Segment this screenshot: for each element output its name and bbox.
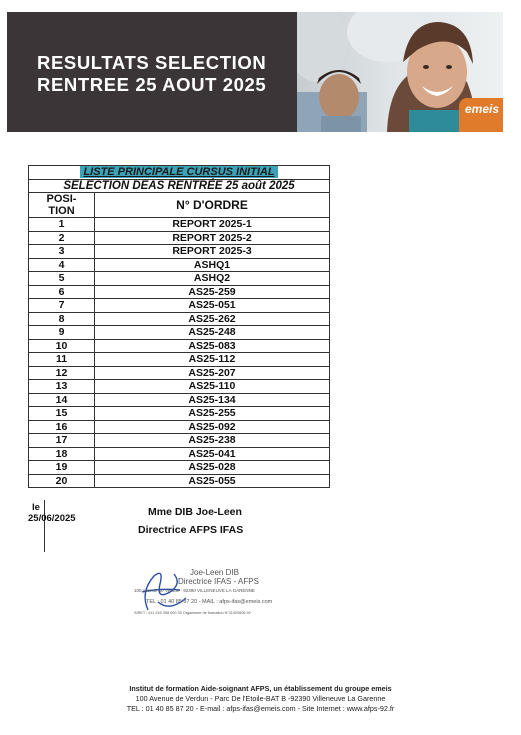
ordre-cell: AS25-134 [95, 393, 330, 407]
position-cell: 1 [29, 218, 95, 232]
position-cell: 18 [29, 447, 95, 461]
position-cell: 16 [29, 420, 95, 434]
position-header-line-1: POSI- [46, 193, 77, 205]
ordre-cell: AS25-262 [95, 312, 330, 326]
position-cell: 17 [29, 434, 95, 448]
table-row [29, 393, 330, 407]
date-block [28, 502, 76, 524]
position-cell: 13 [29, 380, 95, 394]
table-row [29, 218, 330, 232]
ordre-cell: AS25-041 [95, 447, 330, 461]
table-row [29, 366, 330, 380]
official-stamp [130, 562, 300, 622]
position-cell: 7 [29, 299, 95, 313]
stamp-role: Directrice IFAS - AFPS [178, 577, 259, 586]
table-row [29, 299, 330, 313]
footer-contact: TEL : 01 40 85 87 20 - E-mail : afps-ifas@emeis.com - Site Internet : www.afps-92.fr [126, 704, 395, 713]
table-row [29, 272, 330, 286]
column-header-ordre: N° D'ORDRE [95, 193, 330, 218]
ordre-cell: REPORT 2025-3 [95, 245, 330, 259]
table-row [29, 474, 330, 488]
position-cell: 3 [29, 245, 95, 259]
position-cell: 2 [29, 231, 95, 245]
ordre-cell: AS25-248 [95, 326, 330, 340]
ordre-cell: AS25-055 [95, 474, 330, 488]
ordre-cell: AS25-238 [95, 434, 330, 448]
position-cell: 14 [29, 393, 95, 407]
table-row [29, 447, 330, 461]
ordre-cell: AS25-092 [95, 420, 330, 434]
title-line-2: RENTREE 25 AOUT 2025 [37, 74, 267, 95]
stamp-registration: SIRET : 411 249 398 000 33 Organisme de formation N°11920606 92 [134, 611, 251, 615]
table-row [29, 434, 330, 448]
ordre-cell: AS25-051 [95, 299, 330, 313]
position-cell: 11 [29, 353, 95, 367]
footer-address: 100 Avenue de Verdun - Parc De l'Etoile-BAT B -92390 Villeneuve La Garenne [135, 694, 386, 703]
signoff-block [28, 500, 329, 552]
table-row [29, 339, 330, 353]
ordre-cell: AS25-110 [95, 380, 330, 394]
date-value: 25/06/2025 [28, 513, 76, 524]
stamp-contact: TEL : 01 40 85 87 20 - MAIL : afps-ifas@emeis.com [146, 599, 273, 605]
position-cell: 12 [29, 366, 95, 380]
position-cell: 10 [29, 339, 95, 353]
table-row [29, 285, 330, 299]
position-cell: 8 [29, 312, 95, 326]
position-cell: 4 [29, 258, 95, 272]
header-banner [7, 12, 503, 132]
table-row [29, 353, 330, 367]
page-title [37, 52, 266, 96]
table-row [29, 420, 330, 434]
ordre-cell: REPORT 2025-2 [95, 231, 330, 245]
banner-photo [297, 12, 503, 132]
ordre-cell: AS25-028 [95, 461, 330, 475]
emeis-logo: emeis [459, 98, 503, 132]
table-row [29, 326, 330, 340]
column-header-position [29, 193, 95, 218]
ordre-cell: AS25-083 [95, 339, 330, 353]
table-row [29, 312, 330, 326]
position-header-line-2: TION [48, 205, 75, 217]
table-header-main-list [29, 166, 330, 180]
ordre-cell: REPORT 2025-1 [95, 218, 330, 232]
position-cell: 19 [29, 461, 95, 475]
table-row [29, 231, 330, 245]
ordre-cell: AS25-207 [95, 366, 330, 380]
main-list-label: LISTE PRINCIPALE CURSUS INITIAL [80, 166, 277, 178]
footer-institution: Institut de formation Aide-soignant AFPS, un établissement du groupe emeis [129, 684, 392, 693]
stamp-address: 100 avenue de Verdun - 92390 VILLENEUVE LA GARENNE [134, 588, 255, 593]
table-header-selection [29, 179, 330, 193]
position-cell: 9 [29, 326, 95, 340]
title-line-1: RESULTATS SELECTION [37, 52, 267, 73]
position-cell: 5 [29, 272, 95, 286]
signatory-name: Mme DIB Joe-Leen [148, 506, 242, 518]
ordre-cell: ASHQ2 [95, 272, 330, 286]
selection-label: SELECTION DEAS RENTRÉE 25 août 2025 [29, 179, 330, 193]
ordre-cell: AS25-259 [95, 285, 330, 299]
table-row [29, 245, 330, 259]
table-row [29, 407, 330, 421]
table-row [29, 380, 330, 394]
stamp-name: Joe-Leen DIB [190, 568, 239, 577]
ordre-cell: AS25-255 [95, 407, 330, 421]
position-cell: 6 [29, 285, 95, 299]
table-row [29, 258, 330, 272]
page-footer [0, 684, 521, 714]
position-cell: 15 [29, 407, 95, 421]
position-cell: 20 [29, 474, 95, 488]
ordre-cell: ASHQ1 [95, 258, 330, 272]
ordre-cell: AS25-112 [95, 353, 330, 367]
table-column-headers [29, 193, 330, 218]
date-label: le [32, 502, 40, 513]
signatory-role: Directrice AFPS IFAS [138, 524, 244, 536]
selection-table [28, 165, 330, 488]
table-row [29, 461, 330, 475]
